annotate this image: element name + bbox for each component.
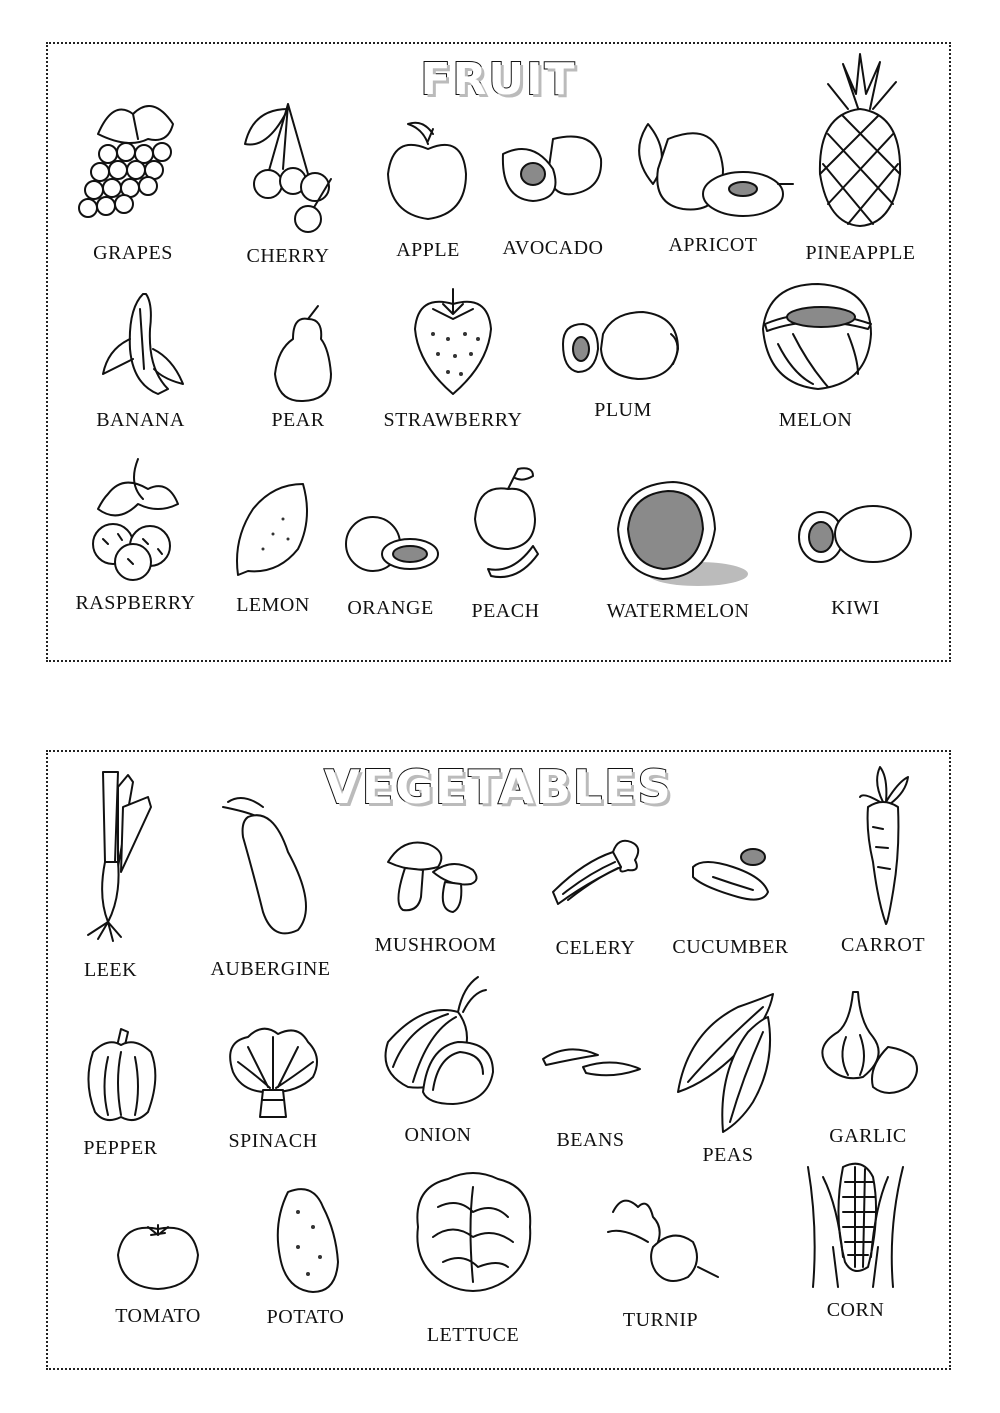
fruit-item-banana <box>88 289 193 431</box>
fruit-label: APRICOT <box>668 234 758 256</box>
vegetable-label: CELERY <box>555 937 636 959</box>
vegetable-item-celery <box>543 832 648 959</box>
tomato-icon <box>113 1217 203 1292</box>
vegetable-item-cucumber <box>672 842 789 958</box>
vegetable-item-turnip <box>598 1192 723 1331</box>
fruit-label: PEAR <box>271 409 325 431</box>
fruit-label: LEMON <box>236 594 310 616</box>
lemon-icon <box>228 479 318 579</box>
fruit-label: PEACH <box>471 600 540 622</box>
beans-icon <box>538 1037 643 1087</box>
vegetable-label: SPINACH <box>228 1130 318 1152</box>
fruit-label: PINEAPPLE <box>805 242 916 264</box>
plum-icon <box>553 304 693 384</box>
vegetable-label: CUCUMBER <box>672 936 789 958</box>
mushroom-icon <box>373 832 498 922</box>
fruit-item-strawberry <box>383 284 523 431</box>
turnip-icon <box>598 1192 723 1287</box>
fruit-label: RASPBERRY <box>75 592 196 614</box>
potato-icon <box>258 1182 353 1297</box>
fruit-item-lemon <box>228 479 318 616</box>
carrot-icon <box>838 762 928 927</box>
fruit-panel <box>46 42 951 662</box>
vegetable-item-pepper <box>73 1027 168 1159</box>
onion-icon <box>368 972 508 1112</box>
fruit-label: WATERMELON <box>606 600 750 622</box>
vegetable-item-beans <box>538 1037 643 1151</box>
vegetable-item-leek <box>63 767 158 981</box>
raspberry-icon <box>78 454 193 584</box>
fruit-label: GRAPES <box>93 242 173 264</box>
vegetable-item-lettuce <box>398 1167 548 1346</box>
fruit-item-kiwi <box>793 499 918 619</box>
vegetable-label: CARROT <box>840 934 926 956</box>
orange-icon <box>338 509 443 579</box>
avocado-icon <box>493 129 613 209</box>
fruit-item-plum <box>553 304 693 421</box>
vegetable-item-carrot <box>838 762 928 956</box>
fruit-item-peach <box>463 464 548 622</box>
vegetable-item-mushroom <box>373 832 498 956</box>
fruit-label: APPLE <box>396 239 460 261</box>
lettuce-icon <box>398 1167 548 1297</box>
fruit-item-watermelon <box>603 479 753 622</box>
grapes-icon <box>78 94 188 229</box>
fruit-label: MELON <box>778 409 853 431</box>
pepper-icon <box>73 1027 168 1127</box>
vegetable-label: LETTUCE <box>426 1324 520 1346</box>
vegetable-label: MUSHROOM <box>374 934 497 956</box>
strawberry-icon <box>393 284 513 399</box>
fruit-label: ORANGE <box>347 597 434 619</box>
cherry-icon <box>233 99 343 234</box>
fruit-item-pear <box>253 304 343 431</box>
fruit-label: BANANA <box>96 409 185 431</box>
banana-icon <box>88 289 193 399</box>
vegetable-label: LEEK <box>83 959 138 981</box>
fruit-item-avocado <box>493 129 613 259</box>
pineapple-icon <box>808 54 913 229</box>
fruit-label: AVOCADO <box>502 237 604 259</box>
aubergine-icon <box>213 792 328 942</box>
vegetables-panel <box>46 750 951 1370</box>
vegetable-label: BEANS <box>556 1129 625 1151</box>
spinach-icon <box>218 1022 328 1122</box>
vegetable-label: POTATO <box>266 1306 345 1328</box>
fruit-item-apricot <box>628 114 798 256</box>
fruit-title: FRUIT <box>420 54 577 105</box>
vegetable-item-aubergine <box>210 792 331 980</box>
vegetable-item-peas <box>668 992 788 1166</box>
peach-icon <box>463 464 548 584</box>
fruit-item-apple <box>378 119 478 261</box>
fruit-item-cherry <box>233 99 343 267</box>
kiwi-icon <box>793 499 918 569</box>
corn-icon <box>793 1147 918 1292</box>
fruit-label: STRAWBERRY <box>383 409 523 431</box>
apple-icon <box>378 119 478 229</box>
fruit-label: PLUM <box>594 399 652 421</box>
pear-icon <box>253 304 343 404</box>
vegetable-label: TOMATO <box>115 1305 201 1327</box>
celery-icon <box>543 832 648 912</box>
fruit-label: KIWI <box>831 597 880 619</box>
vegetable-label: PEAS <box>702 1144 754 1166</box>
vegetable-label: AUBERGINE <box>210 958 331 980</box>
watermelon-icon <box>603 479 753 589</box>
fruit-label: CHERRY <box>246 245 330 267</box>
vegetable-label: TURNIP <box>622 1309 699 1331</box>
vegetable-label: ONION <box>404 1124 472 1146</box>
vegetable-item-garlic <box>808 987 928 1147</box>
vegetable-item-potato <box>258 1182 353 1328</box>
peas-icon <box>668 992 788 1137</box>
cucumber-icon <box>683 842 778 912</box>
leek-icon <box>63 767 158 942</box>
vegetable-item-tomato <box>113 1217 203 1327</box>
fruit-item-orange <box>338 509 443 619</box>
fruit-item-melon <box>753 279 878 431</box>
vegetable-item-onion <box>368 972 508 1146</box>
vegetable-label: PEPPER <box>83 1137 158 1159</box>
melon-icon <box>753 279 878 394</box>
fruit-item-grapes <box>78 94 188 264</box>
fruit-item-pineapple <box>805 54 916 264</box>
vegetable-item-spinach <box>218 1022 328 1152</box>
vegetable-item-corn <box>793 1147 918 1321</box>
apricot-icon <box>628 114 798 224</box>
vegetables-title: VEGETABLES <box>324 760 673 814</box>
vegetable-label: CORN <box>826 1299 885 1321</box>
vegetable-label: GARLIC <box>829 1125 907 1147</box>
garlic-icon <box>808 987 928 1102</box>
fruit-item-raspberry <box>75 454 196 614</box>
